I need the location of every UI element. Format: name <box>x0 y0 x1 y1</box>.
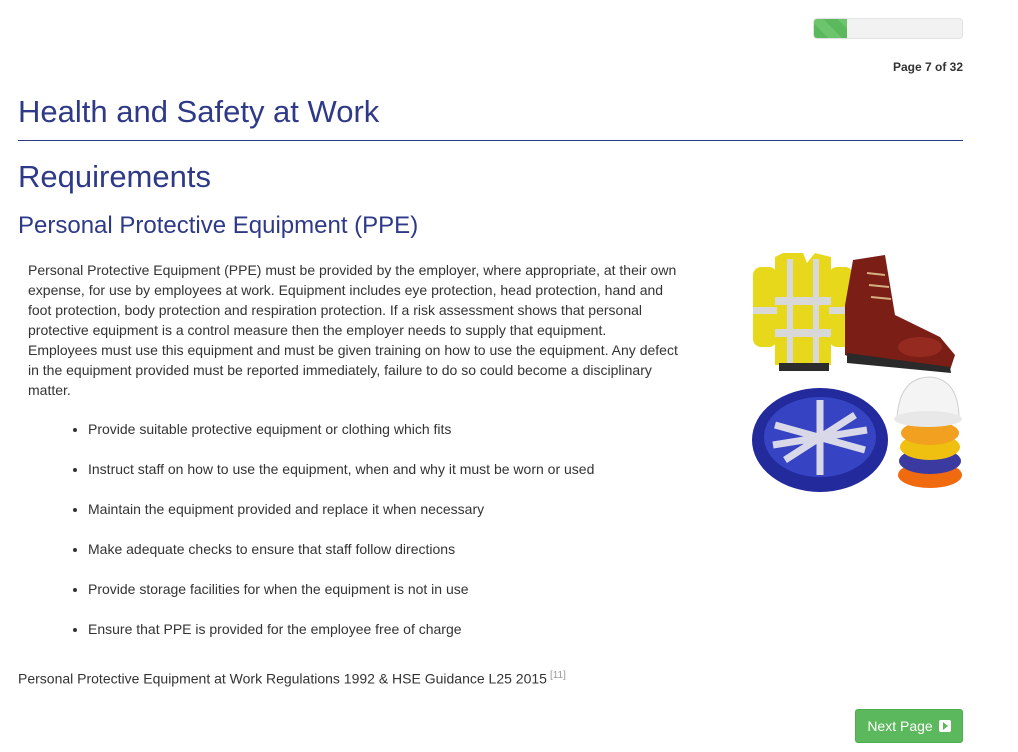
next-page-button[interactable] <box>855 709 963 743</box>
sub-title: Personal Protective Equipment (PPE) <box>18 212 419 239</box>
safety-boot-icon <box>845 255 955 373</box>
progress-bar-fill <box>814 19 847 38</box>
citation <box>18 670 566 687</box>
intro-paragraph: Personal Protective Equipment (PPE) must be provided by the employer, where appropriate, at their own expense, for use by employees at work. Equipment includes eye protection, head protection, hand and foot protection, body protection and respiration protection. If a risk assessment shows that personal protective equipment is a control measure then the employer needs to supply that equipment. Employees must use this equipment and must be given training on how to use the equipment. Any defect in the equipment provided must be reported immediately, failure to do so could become a disciplinary matter. <box>28 262 678 398</box>
citation-ref[interactable]: [11] <box>549 670 566 681</box>
progress-bar <box>813 18 963 39</box>
arrow-right-square-icon <box>939 720 951 732</box>
next-page-label: Next Page <box>867 718 933 734</box>
list-item: • Ensure that PPE is provided for the employee free of charge <box>88 619 594 659</box>
citation-text: Personal Protective Equipment at Work Regulations 1992 & HSE Guidance L25 2015 <box>18 670 547 687</box>
list-item: • Instruct staff on how to use the equipment, when and why it must be worn or used <box>88 459 594 499</box>
hi-vis-jacket-icon <box>753 253 853 371</box>
list-item: • Maintain the equipment provided and replace it when necessary <box>88 499 594 539</box>
requirements-list <box>28 419 594 659</box>
page-title: Health and Safety at Work <box>18 94 963 141</box>
list-item: • Provide storage facilities for when the equipment is not in use <box>88 579 594 619</box>
section-title: Requirements <box>18 159 211 194</box>
page-indicator: Page 7 of 32 <box>892 60 963 74</box>
list-item: • Provide suitable protective equipment or clothing which fits <box>88 419 594 459</box>
ppe-equipment-image <box>745 245 965 500</box>
stacked-helmets-icon <box>894 377 962 488</box>
blue-hard-hat-icon <box>752 388 888 492</box>
list-item: • Make adequate checks to ensure that staff follow directions <box>88 539 594 579</box>
